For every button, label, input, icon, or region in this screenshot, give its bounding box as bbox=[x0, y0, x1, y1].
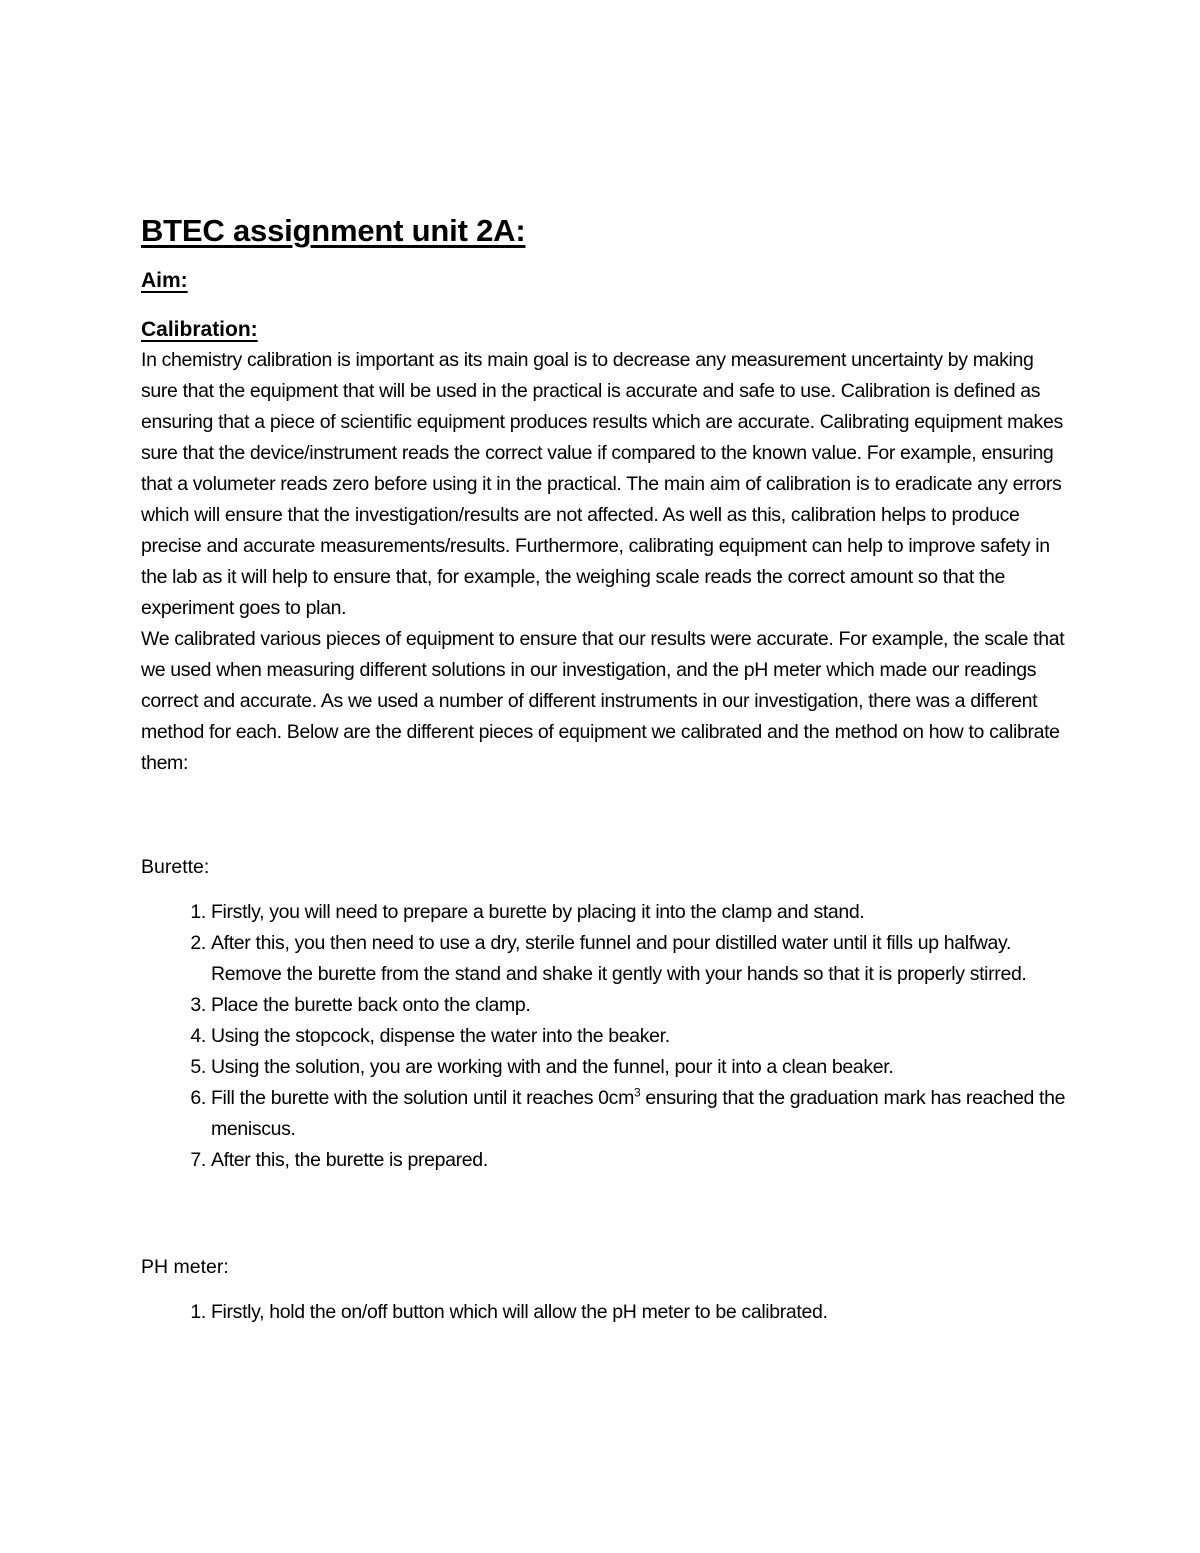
calibration-paragraph-2: We calibrated various pieces of equipment to ensure that our results were accurate. For example, the scale that we used when measuring different solutions in our investigation, and the pH meter which made our readings correct and accurate. As we used a number of different instruments in our investigation, there was a different method for each. Below are the different pieces of equipment we calibrated and the method on how to calibrate them: bbox=[141, 628, 1065, 774]
burette-steps-list bbox=[141, 897, 1071, 1176]
superscript: 3 bbox=[633, 1085, 641, 1100]
list-item: 5. Using the solution, you are working with and the funnel, pour it into a clean beaker. bbox=[211, 1052, 1071, 1083]
list-item bbox=[211, 1083, 1071, 1145]
document-title: BTEC assignment unit 2A: bbox=[141, 213, 526, 248]
list-item: 3. Place the burette back onto the clamp. bbox=[211, 990, 1071, 1021]
calibration-paragraph-1: In chemistry calibration is important as its main goal is to decrease any measurement uncertainty by making sure that the equipment that will be used in the practical is accurate and safe to use. Calibration is defined as ensuring that a piece of scientific equipment produces results which are accurate. Calibrating equipment makes sure that the device/instrument reads the correct value if compared to the known value. For example, ensuring that a volumeter reads zero before using it in the practical. The main aim of calibration is to eradicate any errors which will ensure that the investigation/results are not affected. As well as this, calibration helps to produce precise and accurate measurements/results. Furthermore, calibrating equipment can help to improve safety in the lab as it will help to ensure that, for example, the weighing scale reads the correct amount so that the experiment goes to plan. bbox=[141, 349, 1063, 619]
ph-meter-label: PH meter: bbox=[141, 1256, 229, 1278]
step-text: Fill the burette with the solution until it reaches 0cm bbox=[211, 1087, 634, 1109]
calibration-heading: Calibration: bbox=[141, 318, 258, 341]
list-item: 4. Using the stopcock, dispense the water into the beaker. bbox=[211, 1021, 1071, 1052]
document-page bbox=[141, 208, 1071, 1328]
list-item: 2. After this, you then need to use a dry, sterile funnel and pour distilled water until it fills up halfway. Remove the burette from the stand and shake it gently with your hands so that it is properly stirred. bbox=[211, 928, 1071, 990]
step-text: ensuring that the graduation mark has reached the meniscus. bbox=[211, 1087, 1066, 1140]
burette-label: Burette: bbox=[141, 856, 210, 878]
list-item: 1. Firstly, you will need to prepare a burette by placing it into the clamp and stand. bbox=[211, 897, 1071, 928]
list-item: 1. Firstly, hold the on/off button which will allow the pH meter to be calibrated. bbox=[211, 1297, 1071, 1328]
list-item: 7. After this, the burette is prepared. bbox=[211, 1145, 1071, 1176]
ph-meter-steps-list bbox=[141, 1297, 1071, 1328]
aim-heading: Aim: bbox=[141, 269, 188, 292]
